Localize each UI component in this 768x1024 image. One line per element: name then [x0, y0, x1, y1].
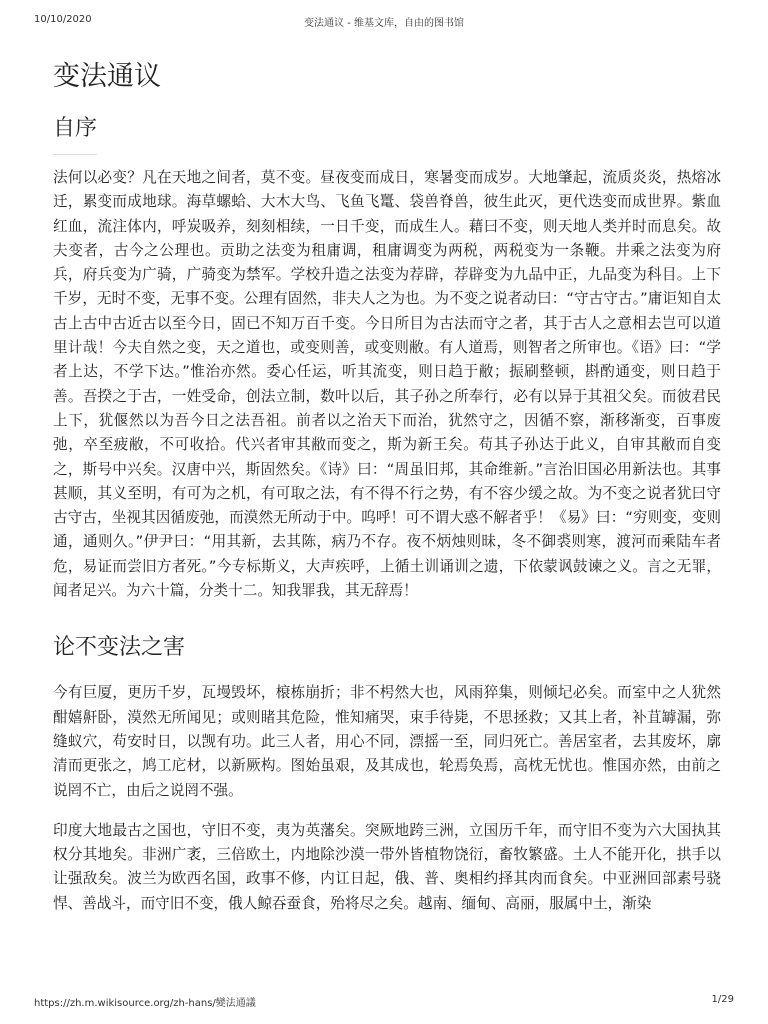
print-date: 10/10/2020 [34, 14, 92, 25]
harm-paragraph-2: 印度大地最古之国也，守旧不变，夷为英藩矣。突厥地跨三洲，立国历千年，而守旧不变为六大国执其权分其地矣。非洲广袤，三倍欧土，内地除沙漠一带外皆植物饶衍，畜牧繁盛。土人不能开化，拱手以让强敌矣。波兰为欧西名国，政事不修，内讧日起，俄、普、奥相约择其肉而食矣。中亚洲回部素号骁悍、善战斗，而守旧不变，俄人鲸吞蚕食，殆将尽之矣。越南、缅甸、高丽，服属中土，渐染 [53, 821, 721, 912]
print-header [0, 14, 768, 30]
print-page-number: 1/29 [711, 994, 734, 1005]
section-heading-harm: 论不变法之害 [53, 635, 186, 661]
print-url: https://zh.m.wikisource.org/zh-hans/變法通議 [34, 998, 256, 1009]
preface-paragraph: 法何以必变？凡在天地之间者，莫不变。昼夜变而成日，寒暑变而成岁。大地肇起，流质炎炎，热熔冰迁，累变而成地球。海草螺蛤、大木大鸟、飞鱼飞鼍、袋兽脊兽，彼生此灭，更代迭变而成世界。紫血红血，流注体内，呼炭吸养，刻刻相续，一日千变，而成生人。藉曰不变，则天地人类并时而息矣。故夫变者，古今之公理也。贡助之法变为租庸调，租庸调变为两税，两税变为一条鞭。井乘之法变为府兵，府兵变为广骑，广骑变为禁军。学校升造之法变为荐辟，荐辟变为九品中正，九品变为科目。上下千岁，无时不变，无事不变。公理有固然，非夫人之为也。为不变之说者动曰：“守古守古。”庸讵知自太古上古中古近古以至今日，固已不知万百千变。今日所目为古法而守之者，其于古人之意相去岂可以道里计哉！今夫自然之变，天之道也，或变则善，或变则敝。有人道焉，则智者之所审也。《语》曰：“学者上达，不学下达。”惟治亦然。委心任运，听其流变，则日趋于敝；振刷整顿，斟酌通变，则日趋于善。吾揆之于古，一姓受命，创法立制，数叶以后，其子孙之所奉行，必有以异于其祖父矣。而彼君民上下，犹偃然以为吾今日之法吾祖。前者以之治天下而治，犹然守之，因循不察，渐移渐变，百事废弛，卒至疲敝，不可收拾。代兴者审其敝而变之，斯为新王矣。苟其子孙达于此义，自审其敝而自变之，斯号中兴矣。汉唐中兴，斯固然矣。《诗》曰：“周虽旧邦，其命维新。”言治旧国必用新法也。其事甚顺，其义至明，有可为之机，有可取之法，有不得不行之势，有不容少缓之故。为不变之说者犹曰守古守古，坐视其因循废弛，而漠然无所动于中。呜呼！可不谓大惑不解者乎！《易》曰：“穷则变，变则通，通则久。”伊尹曰：“用其新，去其陈，病乃不存。夜不炳烛则昧，冬不御裘则寒，渡河而乘陆车者危，易证而尝旧方者死。”今专标斯义，大声疾呼，上循土训诵训之遗，下依蒙讽鼓谏之义。言之无罪，闻者足兴。为六十篇，分类十二。知我罪我，其无辞焉！ [53, 169, 721, 600]
harm-paragraph-1: 今有巨厦，更历千岁，瓦墁毁坏，榱栋崩折；非不枵然大也，风雨猝集，则倾圮必矣。而室中之人犹然酣嬉鼾卧，漠然无所闻见；或则睹其危险，惟知痛哭，束手待毙，不思拯救；又其上者，补苴罅漏，弥缝蚁穴，苟安时日，以觊有功。此三人者，用心不同，漂摇一至，同归死亡。善居室者，去其废坏，廓清而更张之，鸠工庀材，以新厥构。图始虽艰，及其成也，轮焉奂焉，高枕无忧也。惟国亦然，由前之说罔不亡，由后之说罔不强。 [53, 684, 721, 799]
section-heading-preface: 自序 [53, 116, 98, 141]
print-footer [0, 994, 768, 1010]
page-title: 变法通议 [53, 61, 161, 92]
section-divider [53, 154, 97, 155]
article-content [53, 58, 721, 916]
print-page-title: 变法通议 - 维基文库，自由的图书馆 [304, 18, 464, 29]
